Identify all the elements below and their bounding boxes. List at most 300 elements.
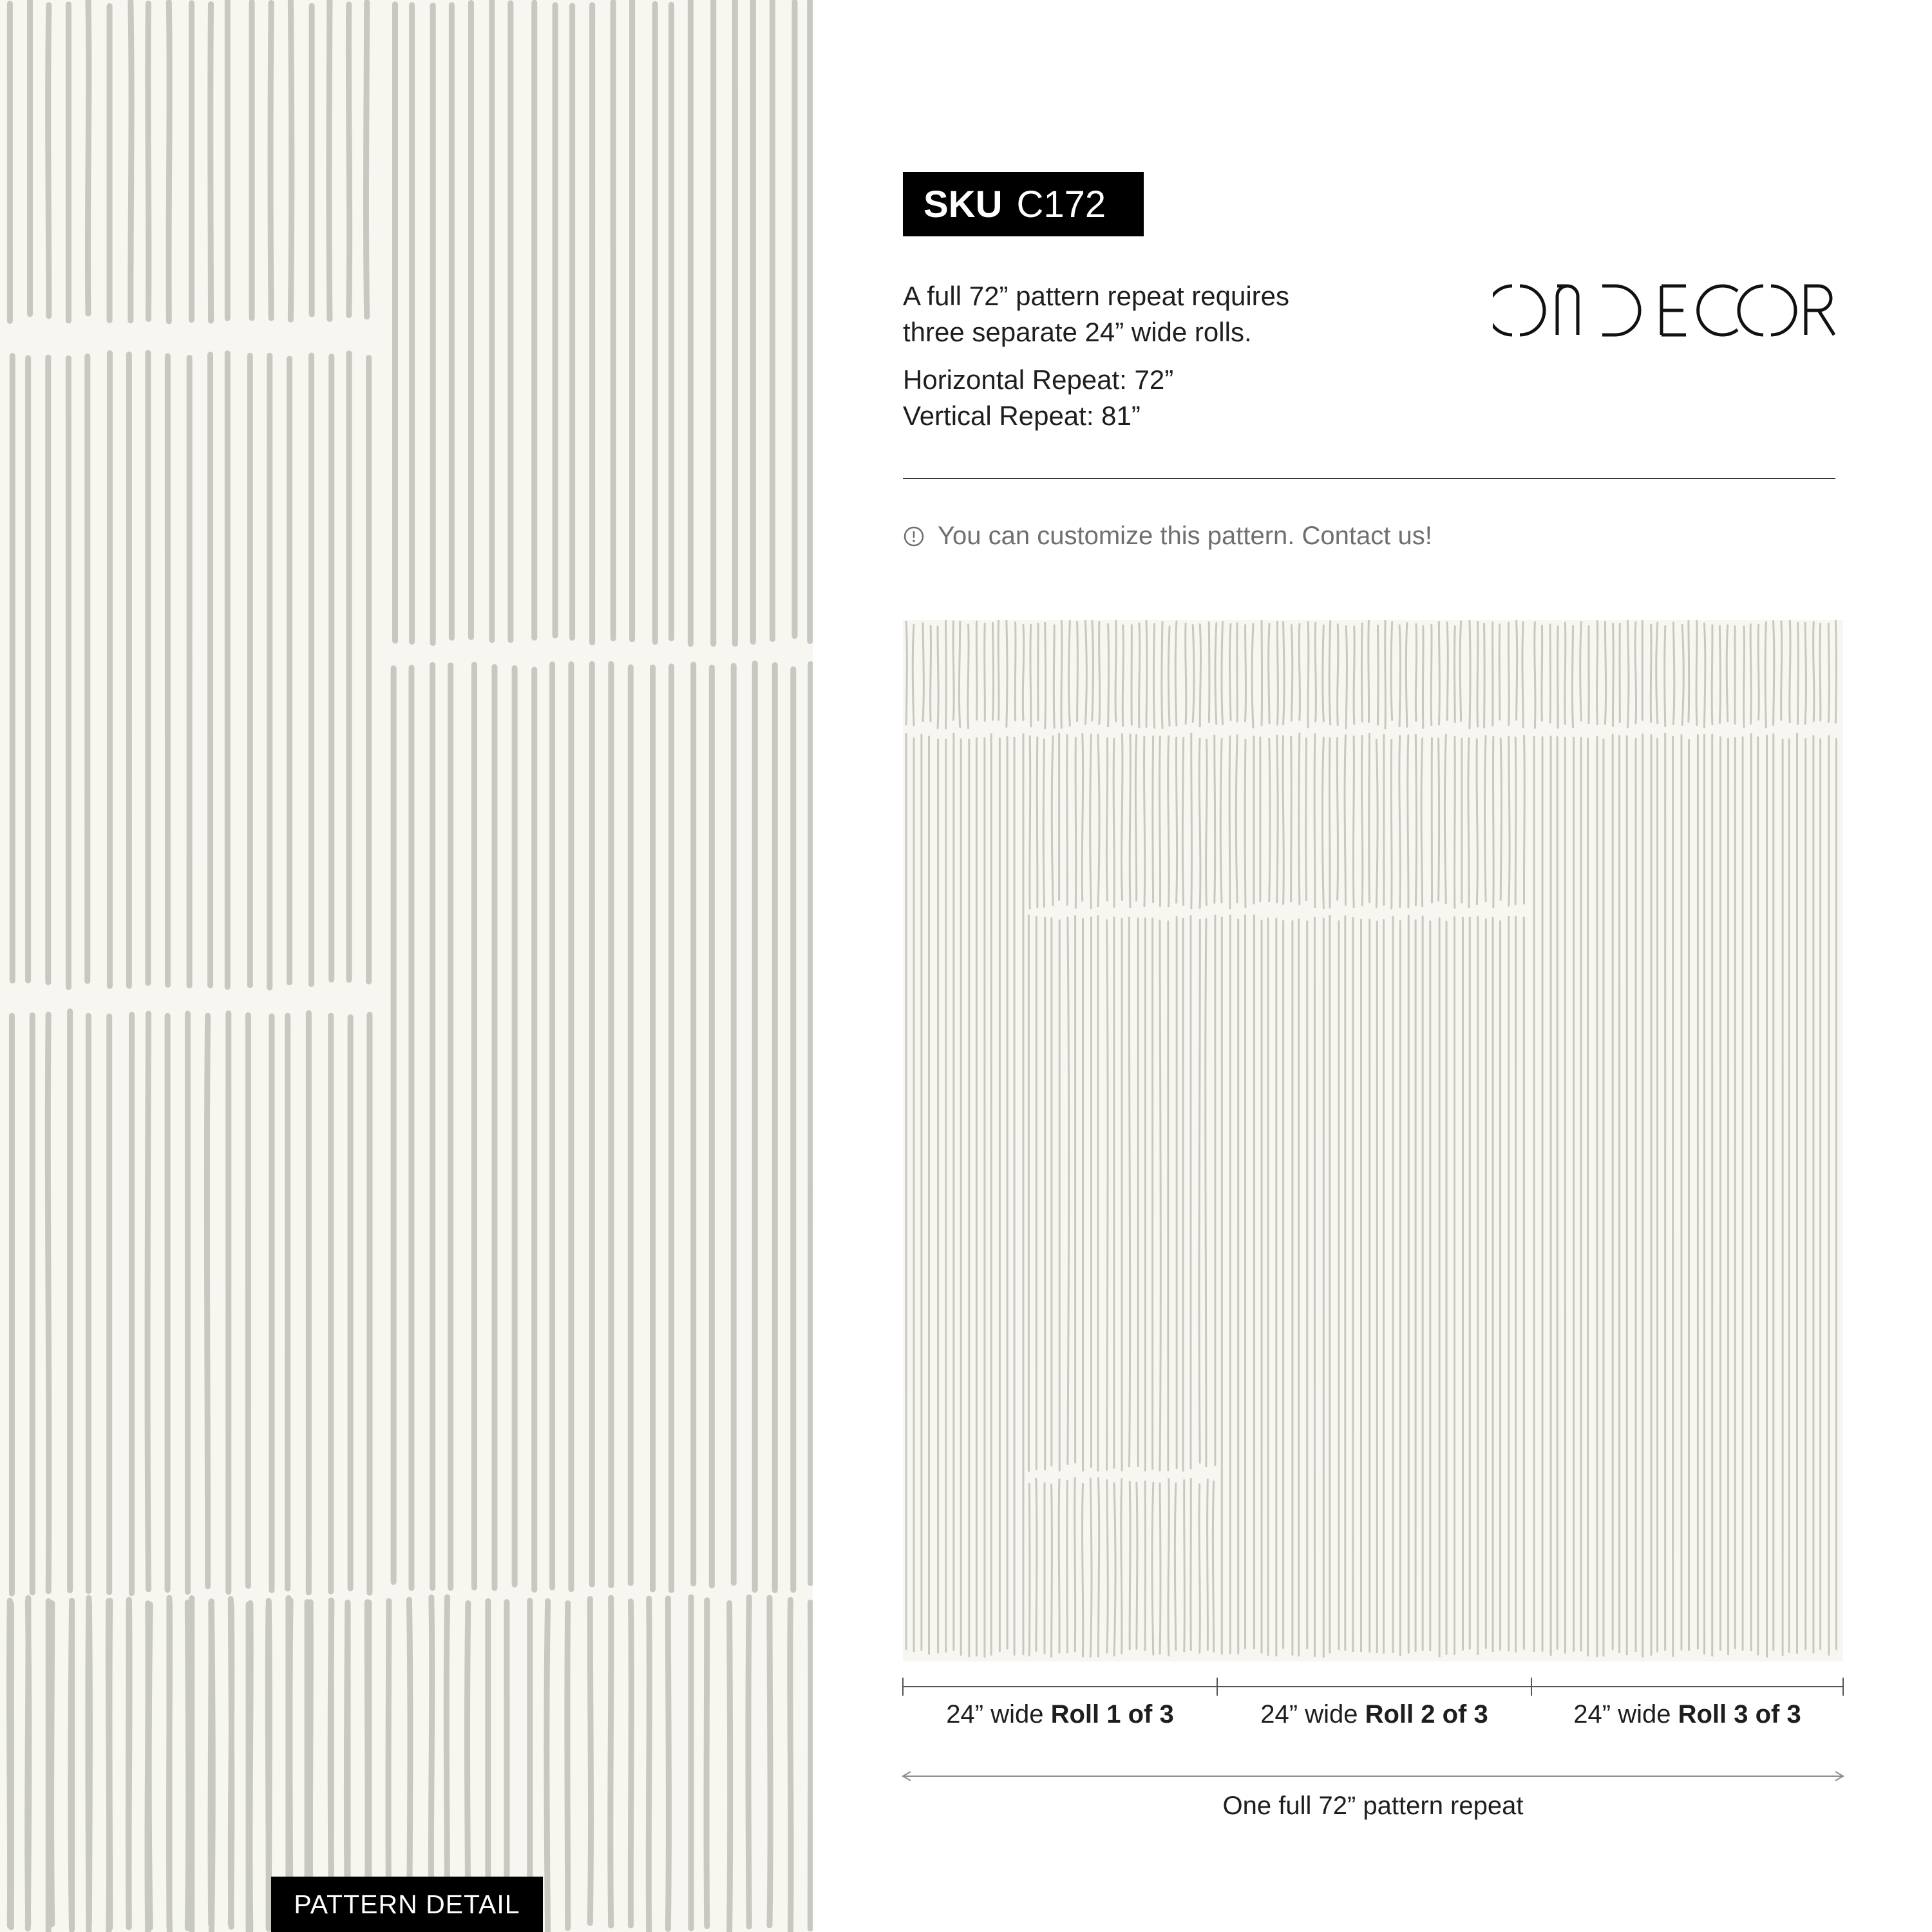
pattern-stripe xyxy=(551,664,552,1587)
pattern-stripe xyxy=(1635,622,1636,723)
pattern-stripe xyxy=(1353,918,1354,1651)
pattern-stripe xyxy=(1199,1484,1200,1653)
pattern-stripe xyxy=(1168,627,1170,726)
pattern-stripe xyxy=(1329,739,1330,908)
pattern-stripe xyxy=(790,1600,791,1931)
pattern-stripe xyxy=(1299,624,1300,720)
pattern-stripe xyxy=(1114,1483,1115,1655)
pattern-stripe xyxy=(1283,622,1284,724)
pattern-stripe xyxy=(108,1601,109,1932)
pattern-stripe xyxy=(1061,621,1062,728)
pattern-stripe xyxy=(470,3,471,638)
pattern-stripe xyxy=(1515,916,1516,1651)
pattern-stripe xyxy=(1477,621,1478,726)
pattern-stripe xyxy=(1565,623,1566,724)
pattern-stripe xyxy=(433,665,434,1587)
pattern-stripe xyxy=(1068,918,1069,1464)
pattern-stripe xyxy=(1067,1481,1068,1652)
repeat-note-line-2: three separate 24” wide rolls. xyxy=(903,317,1252,347)
pattern-stripe xyxy=(969,739,970,1656)
pattern-stripe xyxy=(1828,623,1829,722)
pattern-stripe xyxy=(1023,625,1024,720)
pattern-stripe xyxy=(1135,735,1136,900)
pattern-stripe xyxy=(1152,918,1153,1469)
pattern-stripe xyxy=(1082,734,1083,901)
pattern-stripe xyxy=(1836,739,1837,1649)
pattern-stripe xyxy=(329,0,330,319)
pattern-stripe xyxy=(1082,919,1083,1471)
pattern-stripe xyxy=(9,1600,10,1926)
pattern-stripe xyxy=(48,357,49,982)
pattern-stripe xyxy=(1122,625,1123,726)
pattern-stripe xyxy=(1446,922,1447,1654)
pattern-stripe xyxy=(393,668,394,1582)
pattern-stripe xyxy=(772,0,773,639)
pattern-stripe xyxy=(1805,623,1806,724)
pattern-stripe xyxy=(290,1,291,319)
pattern-stripe xyxy=(630,667,631,1583)
pattern-stripe xyxy=(1492,918,1493,1651)
pattern-stripe xyxy=(1291,737,1292,902)
pattern-stripe xyxy=(1168,1479,1169,1655)
pattern-stripe xyxy=(1500,922,1501,1650)
pattern-stripe xyxy=(366,3,367,317)
pattern-stripe xyxy=(946,740,947,1652)
pattern-stripe xyxy=(1580,621,1582,720)
pattern-stripe xyxy=(1361,920,1362,1651)
pattern-stripe xyxy=(1146,620,1147,727)
pattern-stripe xyxy=(959,621,960,727)
pattern-stripe xyxy=(1484,624,1485,728)
pattern-stripe xyxy=(492,0,493,640)
pattern-stripe xyxy=(1314,918,1316,1656)
pattern-stripe xyxy=(1444,735,1446,904)
pattern-stripe xyxy=(1789,739,1790,1652)
pattern-stripe xyxy=(1138,918,1139,1466)
pattern-stripe xyxy=(167,1016,168,1589)
pattern-stripe xyxy=(1015,623,1016,721)
pattern-stripe xyxy=(1416,920,1417,1651)
pattern-stripe xyxy=(1477,917,1478,1654)
pattern-stripe xyxy=(1391,740,1392,909)
pattern-stripe xyxy=(712,668,713,1586)
pattern-stripe xyxy=(48,1601,49,1931)
pattern-stripe xyxy=(88,1598,89,1931)
vertical-repeat: Vertical Repeat: 81” xyxy=(903,401,1141,431)
pattern-stripe xyxy=(992,623,993,719)
pattern-stripe xyxy=(1400,921,1401,1655)
pattern-stripe xyxy=(1191,734,1192,908)
pattern-stripe xyxy=(1222,918,1223,1654)
pattern-stripe xyxy=(1619,736,1620,1653)
pattern-stripe xyxy=(1199,920,1200,1463)
pattern-stripe xyxy=(1408,916,1409,1653)
pattern-stripe xyxy=(227,0,228,318)
pattern-stripe xyxy=(1252,624,1253,728)
pattern-stripe xyxy=(1168,922,1169,1470)
pattern-stripe xyxy=(67,358,68,987)
roll-number: Roll 3 of 3 xyxy=(1678,1700,1801,1728)
pattern-stripe xyxy=(1129,918,1130,1466)
pattern-stripe xyxy=(1399,736,1400,907)
pattern-stripe xyxy=(1007,737,1009,1649)
pattern-stripe xyxy=(612,2,613,638)
pattern-stripe xyxy=(1098,735,1099,906)
pattern-stripe xyxy=(1361,623,1362,721)
pattern-stripe xyxy=(706,1600,707,1926)
pattern-stripe xyxy=(189,357,190,985)
pattern-stripe xyxy=(655,4,656,641)
pattern-stripe xyxy=(1077,622,1078,721)
pattern-stripe xyxy=(1744,627,1745,727)
pattern-stripe xyxy=(1656,623,1658,723)
roll-label-1 xyxy=(903,1700,1217,1729)
pattern-stripe xyxy=(1199,739,1200,908)
pattern-stripe xyxy=(1509,737,1510,905)
pattern-stripe xyxy=(210,355,211,985)
pattern-stripe xyxy=(1727,625,1728,721)
pattern-stripe xyxy=(27,358,28,981)
pattern-stripe xyxy=(1229,916,1230,1653)
pattern-stripe xyxy=(1229,624,1230,720)
sku-badge xyxy=(903,172,1144,236)
pattern-stripe xyxy=(1183,918,1184,1470)
pattern-stripe xyxy=(998,620,999,720)
pattern-stripe xyxy=(1106,738,1107,900)
pattern-stripe xyxy=(147,353,148,983)
pattern-stripe xyxy=(289,359,290,982)
pattern-stripe xyxy=(1099,621,1100,723)
pattern-stripe xyxy=(713,0,714,644)
pattern-stripe xyxy=(1306,739,1307,900)
pattern-stripe xyxy=(1107,920,1108,1470)
pattern-stripe xyxy=(1337,738,1338,900)
pattern-stripe xyxy=(514,668,515,1584)
pattern-stripe xyxy=(1277,621,1278,724)
pattern-stripe xyxy=(1036,917,1037,1470)
pattern-stripe xyxy=(1597,621,1598,724)
pattern-stripe xyxy=(968,625,969,728)
pattern-stripe xyxy=(1043,739,1044,907)
pattern-stripe xyxy=(147,1604,148,1931)
pattern-stripe xyxy=(1277,735,1278,902)
sku-label: SKU xyxy=(923,183,1003,225)
pattern-stripe xyxy=(748,1597,749,1926)
pattern-stripe xyxy=(1299,734,1300,904)
customize-notice[interactable] xyxy=(903,522,1432,551)
pattern-stripe xyxy=(451,5,452,638)
pattern-stripe xyxy=(671,667,672,1590)
pattern-stripe xyxy=(32,1016,33,1593)
pattern-stripe xyxy=(1215,623,1217,724)
pattern-stripe xyxy=(131,1015,132,1593)
pattern-stripe xyxy=(1798,623,1799,724)
pattern-stripe xyxy=(1222,622,1223,724)
pattern-stripe xyxy=(395,5,396,641)
pattern-stripe xyxy=(1383,920,1384,1653)
pattern-stripe xyxy=(1573,737,1574,1651)
pattern-stripe xyxy=(1368,920,1370,1651)
pattern-stripe xyxy=(1220,739,1222,903)
pattern-stripe xyxy=(671,5,672,638)
pattern-stripe xyxy=(311,355,312,984)
pattern-stripe xyxy=(1603,739,1604,1656)
pattern-stripe xyxy=(1113,739,1114,907)
pattern-stripe xyxy=(1190,916,1191,1468)
pattern-stripe xyxy=(1508,623,1509,724)
pattern-stripe xyxy=(446,1597,447,1925)
pattern-stripe xyxy=(1254,915,1255,1648)
pattern-stripe xyxy=(270,1016,272,1590)
pattern-stripe xyxy=(984,738,985,1656)
pattern-stripe xyxy=(1781,621,1782,720)
pattern-stripe xyxy=(250,355,251,985)
pattern-stripe xyxy=(913,625,914,726)
pattern-stripe xyxy=(1176,737,1177,902)
pattern-stripe xyxy=(1293,921,1294,1654)
pattern-stripe xyxy=(1369,734,1370,902)
pattern-stripe xyxy=(653,667,654,1589)
pattern-stripe xyxy=(1429,922,1430,1651)
pattern-stripe xyxy=(1682,625,1683,724)
pattern-stripe xyxy=(1581,738,1582,1651)
pattern-stripe xyxy=(1029,1484,1030,1655)
pattern-stripe xyxy=(1399,625,1400,726)
pattern-stripe xyxy=(1508,917,1509,1651)
pattern-stripe xyxy=(1206,739,1208,905)
pattern-stripe xyxy=(87,356,88,981)
pattern-stripe xyxy=(567,1604,568,1928)
pattern-stripe xyxy=(592,5,593,643)
pattern-stripe xyxy=(1107,1481,1108,1653)
pattern-stripe xyxy=(1421,739,1423,906)
section-divider xyxy=(903,478,1835,479)
pattern-stripe xyxy=(1550,737,1551,1655)
pattern-stripe xyxy=(1499,625,1500,719)
pattern-stripe xyxy=(1766,735,1767,1656)
pattern-stripe xyxy=(1113,918,1114,1468)
pattern-stripe xyxy=(590,1599,591,1923)
pattern-stripe xyxy=(1108,624,1109,726)
pattern-stripe xyxy=(1121,919,1122,1470)
pattern-stripe xyxy=(1765,622,1766,727)
pattern-detail-graphic xyxy=(0,0,813,1932)
pattern-stripe xyxy=(1820,623,1821,720)
pattern-stripe xyxy=(1098,916,1099,1471)
pattern-stripe xyxy=(1454,627,1455,723)
pattern-stripe xyxy=(999,738,1000,1651)
pattern-stripe xyxy=(1376,922,1377,1653)
pattern-stripe xyxy=(1236,735,1237,902)
pattern-repeat-preview xyxy=(903,620,1843,1662)
pattern-stripe xyxy=(1704,623,1705,727)
pattern-stripe xyxy=(287,1016,288,1589)
pattern-stripe xyxy=(1067,735,1068,905)
pattern-stripe xyxy=(1572,626,1573,727)
roll-number: Roll 1 of 3 xyxy=(1050,1700,1174,1728)
pattern-stripe xyxy=(348,5,349,316)
info-icon xyxy=(903,526,925,547)
pattern-stripe xyxy=(1557,737,1558,1649)
pattern-stripe xyxy=(690,1,691,643)
repeat-requirement-note xyxy=(903,278,1392,350)
pattern-stripe xyxy=(1813,736,1814,1653)
pattern-stripe xyxy=(1696,621,1697,725)
pattern-stripe xyxy=(1447,622,1448,719)
pattern-stripe xyxy=(1711,735,1712,1656)
roll-label-2 xyxy=(1217,1700,1531,1729)
pattern-stripe xyxy=(1368,621,1369,723)
pattern-stripe xyxy=(1431,625,1432,724)
pattern-stripe xyxy=(1092,620,1094,721)
pattern-stripe xyxy=(1175,1483,1176,1650)
pattern-stripe xyxy=(1376,740,1378,907)
roll-width: 24” wide xyxy=(1260,1700,1358,1728)
pattern-stripe xyxy=(1533,737,1534,1651)
pattern-stripe xyxy=(1361,736,1362,905)
pattern-stripe xyxy=(1159,737,1160,906)
pattern-stripe xyxy=(1090,1479,1092,1656)
pattern-stripe xyxy=(270,3,271,318)
pattern-stripe xyxy=(554,5,555,636)
pattern-stripe xyxy=(1757,737,1758,1654)
horizontal-repeat: Horizontal Repeat: 72” xyxy=(903,365,1174,395)
pattern-detail-badge: PATTERN DETAIL xyxy=(271,1877,543,1932)
pattern-stripe xyxy=(1484,736,1486,902)
pattern-stripe xyxy=(148,3,149,319)
pattern-stripe xyxy=(1299,920,1300,1656)
pattern-stripe xyxy=(1627,620,1629,727)
pattern-stripe xyxy=(1307,922,1308,1649)
pattern-stripe xyxy=(630,1602,631,1926)
pattern-detail-image xyxy=(0,0,813,1932)
pattern-stripe xyxy=(1460,621,1461,721)
roll-number: Roll 2 of 3 xyxy=(1365,1700,1488,1728)
pattern-stripe xyxy=(991,734,992,1654)
pattern-stripe xyxy=(1036,1479,1037,1651)
pattern-stripe xyxy=(1075,738,1076,908)
pattern-stripe xyxy=(1468,739,1469,907)
pattern-stripe xyxy=(227,354,228,987)
pattern-stripe xyxy=(976,621,977,719)
pattern-stripe xyxy=(1193,625,1194,722)
pattern-stripe xyxy=(1314,734,1315,907)
pattern-stripe xyxy=(1323,918,1324,1657)
pattern-stripe xyxy=(1322,737,1323,908)
pattern-stripe xyxy=(1152,1482,1153,1654)
pattern-stripe xyxy=(1735,738,1736,1649)
pattern-stripe xyxy=(1229,737,1230,909)
ondecor-logo xyxy=(1493,283,1837,337)
pattern-stripe xyxy=(631,1,632,639)
pattern-stripe xyxy=(591,664,592,1584)
pattern-stripe xyxy=(1030,625,1031,726)
pattern-stripe xyxy=(187,1602,188,1928)
pattern-stripe xyxy=(1090,735,1091,908)
roll-width: 24” wide xyxy=(1573,1700,1671,1728)
pattern-stripe xyxy=(1139,623,1140,727)
roll-label-3 xyxy=(1531,1700,1843,1729)
pattern-stripe xyxy=(1758,625,1759,719)
pattern-stripe xyxy=(330,1016,331,1591)
pattern-stripe xyxy=(1308,622,1309,728)
pattern-stripe xyxy=(953,621,954,720)
pattern-stripe xyxy=(1291,625,1292,721)
pattern-stripe xyxy=(367,1602,368,1924)
pattern-stripe xyxy=(1045,623,1046,728)
pattern-stripe xyxy=(1719,737,1720,1650)
pattern-stripe xyxy=(510,3,511,640)
pattern-stripe xyxy=(48,1014,49,1591)
pattern-stripe xyxy=(308,1013,309,1593)
pattern-stripe xyxy=(1750,624,1751,723)
pattern-stripe xyxy=(1121,1479,1122,1653)
pattern-stripe xyxy=(1168,736,1169,906)
pattern-stripe xyxy=(88,1016,89,1591)
pattern-repeat-graphic xyxy=(903,620,1843,1662)
pattern-stripe xyxy=(945,621,946,728)
pattern-stripe xyxy=(1835,621,1836,723)
pattern-stripe xyxy=(1115,621,1116,721)
pattern-stripe xyxy=(1485,919,1486,1648)
pattern-stripe xyxy=(1329,621,1331,724)
pattern-stripe xyxy=(1175,621,1177,726)
pattern-stripe xyxy=(1704,735,1705,1654)
pattern-stripe xyxy=(1085,621,1086,724)
pattern-stripe xyxy=(752,1,753,641)
pattern-stripe xyxy=(810,1602,811,1928)
pattern-stripe xyxy=(1393,916,1394,1652)
pattern-stripe xyxy=(810,1,811,641)
pattern-stripe xyxy=(1267,918,1268,1655)
pattern-stripe xyxy=(690,1597,691,1928)
pattern-stripe xyxy=(1353,737,1354,907)
pattern-stripe xyxy=(1673,623,1674,724)
pattern-stripe xyxy=(1182,738,1183,905)
pattern-stripe xyxy=(71,1601,72,1927)
pattern-stripe xyxy=(147,1014,149,1589)
roll-width: 24” wide xyxy=(946,1700,1044,1728)
pattern-stripe xyxy=(1184,1480,1185,1651)
sku-code: C172 xyxy=(1016,183,1106,225)
pattern-stripe xyxy=(451,665,452,1587)
pattern-stripe xyxy=(905,734,906,1649)
pattern-stripe xyxy=(1346,626,1347,728)
repeat-specs xyxy=(903,362,1392,434)
full-repeat-label: One full 72” pattern repeat xyxy=(1222,1792,1524,1820)
pattern-stripe xyxy=(1515,737,1516,904)
pattern-stripe xyxy=(248,1015,249,1586)
pattern-stripe xyxy=(1565,737,1566,1653)
pattern-stripe xyxy=(1315,623,1316,721)
pattern-stripe xyxy=(906,621,907,724)
pattern-stripe xyxy=(1098,1478,1099,1656)
pattern-stripe xyxy=(48,5,49,316)
pattern-stripe xyxy=(1153,624,1154,728)
pattern-stripe xyxy=(534,3,535,638)
pattern-stripe xyxy=(1245,625,1246,721)
pattern-stripe xyxy=(250,1603,251,1930)
pattern-stripe xyxy=(1269,739,1270,901)
pattern-stripe xyxy=(1391,622,1392,720)
repeat-note-line-1: A full 72” pattern repeat requires xyxy=(903,281,1290,311)
pattern-stripe xyxy=(1282,921,1283,1648)
pattern-stripe xyxy=(1587,739,1588,1655)
customize-text[interactable]: You can customize this pattern. Contact us! xyxy=(938,522,1432,550)
pattern-stripe xyxy=(1522,622,1523,727)
pattern-stripe xyxy=(547,1601,548,1931)
pattern-stripe xyxy=(1052,736,1053,905)
